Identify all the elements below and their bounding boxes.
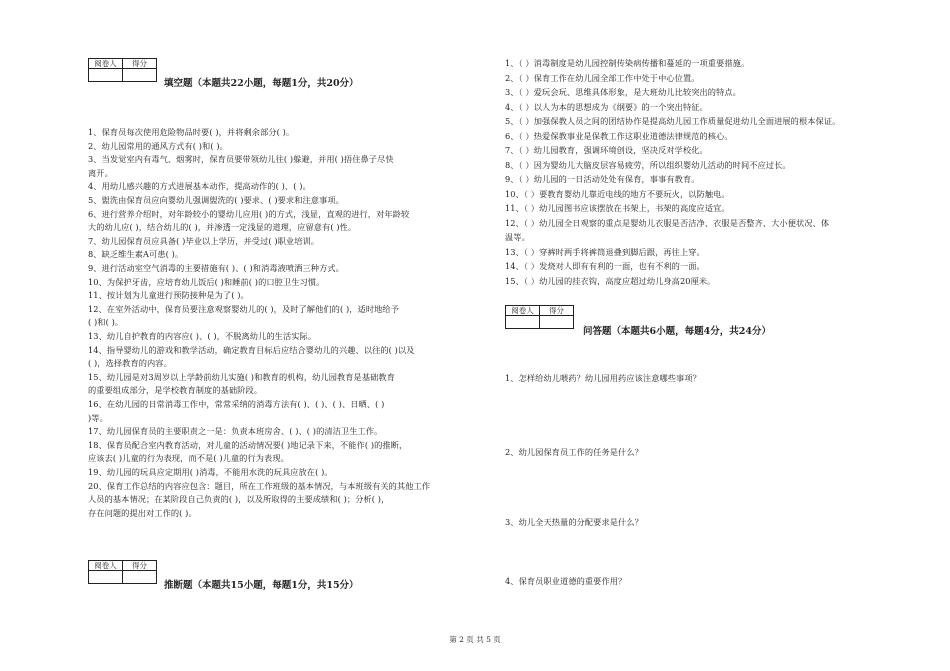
question-line: 6、进行营养介绍时，对年龄较小的婴幼儿应用( )的方式，浅显，直观的进行，对年龄较 [88, 209, 410, 219]
question-line: 2、幼儿园常用的通风方式有( )和( )。 [88, 141, 228, 151]
question-line: 5、（ ）加强保教人员之间的团结协作是提高幼儿园工作质量促进幼儿全面进展的根本保证。 [505, 116, 841, 126]
question-line: ( )，选择教育的内容。 [88, 358, 172, 368]
qa-section-title: 问答题（本题共6小题，每题4分，共24分） [583, 326, 771, 337]
question-line: 5、盥洗由保育员应向婴幼儿强调盥洗的( )要求、( )要求和注意事项。 [88, 195, 344, 205]
score-box-score-label: 得分 [540, 306, 574, 316]
question-line: 4、用幼儿感兴趣的方式进展基本动作，提高动作的( )、( )。 [88, 181, 311, 191]
question-line: 13、幼儿自护教育的内容应( )、( )，不脱离幼儿的生活实际。 [88, 331, 317, 341]
question-line: 大的幼儿应( )，结合幼儿的( )，并渗透一定浅显的道理，应留意有( )性。 [88, 222, 357, 232]
question-line: )等。 [88, 413, 108, 423]
question-line: 19、幼儿园的玩具应定期用( )消毒，不能用水洗的玩具应放在( )。 [88, 467, 333, 477]
question-line: 离开。 [88, 168, 113, 178]
question-line: 1、（ ）消毒制度是幼儿园控制传染病传播和蔓延的一项重要措施。 [505, 58, 750, 68]
question-line: 10、（ ）要教育婴幼儿靠近电线的地方不要玩火，以防触电。 [505, 189, 730, 199]
fill-section-title: 填空题（本题共22小题，每题1分，共20分） [164, 78, 359, 89]
question-line: 存在问题的提出对工作的( )。 [88, 508, 197, 518]
question-line: 15、幼儿园是对3周岁以上学龄前幼儿实施( )和教育的机构，幼儿园教育是基础教育 [88, 372, 395, 382]
score-box-judge [88, 560, 157, 584]
question-line: 11、（ ）幼儿园图书应该摆放在书架上，书架的高度应适宜。 [505, 203, 730, 213]
question-line: 1、保育员每次使用危险物品时要( )，并将剩余部分( )。 [88, 127, 295, 137]
question-line: 12、在室外活动中，保育员要注意观察婴幼儿的( )，及时了解他们的( )，适时地给予 [88, 304, 399, 314]
question-line: ( )和( )。 [88, 317, 124, 327]
question-line: 13、（ ）穿裤时两手将裤筒退叠到脚后跟，再往上穿。 [505, 247, 705, 257]
question-line: 9、（ ）幼儿园的一日活动处处有保育，事事有教育。 [505, 174, 700, 184]
question-line: 3、当发觉室内有毒气、烟雾时，保育员要带领幼儿往( )躲避，并用( )捂住鼻子尽快 [88, 154, 394, 164]
question-line: 14、（ ）发烧对人即有有利的一面，也有不利的一面。 [505, 261, 705, 271]
question-line: 4、保育员职业道德的重要作用？ [505, 576, 627, 586]
question-line: 9、进行活动室空气消毒的主要措施有( )、( )和消毒液喷洒三种方式。 [88, 263, 344, 273]
question-line: 16、在幼儿园的日常消毒工作中，常常采纳的消毒方法有( )、( )、( )、日晒、( ) [88, 399, 385, 409]
score-box-qa [505, 305, 574, 329]
question-line: 温等。 [505, 232, 530, 242]
question-line: 人员的基本情况；在某阶段自己负责的( )，以及所取得的主要成绩和( )；分析( )， [88, 494, 390, 504]
score-box-score-label: 得分 [123, 561, 157, 571]
score-box-grader-label: 阅卷人 [89, 561, 123, 571]
score-box-grader-label: 阅卷人 [89, 59, 123, 69]
question-line: 3、（ ）爱玩会玩、思维具体形象，是大班幼儿比较突出的特点。 [505, 87, 741, 97]
question-line: 应该去( )儿童的行为表现，而不是( )儿童的行为表现。 [88, 453, 289, 463]
question-line: 6、（ ）热爱保教事业是保教工作这职业道德法律规范的核心。 [505, 131, 733, 141]
score-box-grader-label: 阅卷人 [506, 306, 540, 316]
question-line: 8、（ ）因为婴幼儿大脑皮层容易疲劳，所以组织婴幼儿活动的时间不应过长。 [505, 160, 791, 170]
question-line: 14、指导婴幼儿的游戏和教学活动，确定教育目标后应结合婴幼儿的兴趣、以往的( )以及 [88, 345, 415, 355]
judge-section-title: 推断题（本题共15小题，每题1分，共15分） [164, 580, 359, 591]
question-line: 的重要组成部分，是学校教育制度的基础阶段。 [88, 385, 263, 395]
question-line: 2、幼儿园保育员工作的任务是什么？ [505, 447, 643, 457]
question-line: 10、为保护牙齿，应培育幼儿饭后( )和睡前( )的口腔卫生习惯。 [88, 277, 325, 287]
question-line: 7、幼儿园保育员应具备( )毕业以上学历，并受过( )职业培训。 [88, 236, 320, 246]
question-line: 17、幼儿园保育员的主要职责之一是：负责本班房舍、( )、( )的清洁卫生工作。 [88, 426, 383, 436]
question-line: 20、保育工作总结的内容应包含：题目，所在工作班级的基本情况，与本班级有关的其他工作 [88, 481, 431, 491]
question-line: 3、幼儿全天热量的分配要求是什么？ [505, 517, 643, 527]
score-box-score-label: 得分 [123, 59, 157, 69]
question-line: 2、（ ）保育工作在幼儿园全部工作中处于中心位置。 [505, 73, 700, 83]
question-line: 4、（ ）以人为本的思想成为《纲要》的一个突出特征。 [505, 102, 708, 112]
question-line: 1、怎样给幼儿喂药？幼儿园用药应该注意哪些事项？ [505, 373, 701, 383]
question-line: 18、保育员配合室内教育活动，对儿童的活动情况要( )地记录下来，不能作( )的推断， [88, 440, 408, 450]
score-box-fill [88, 58, 157, 82]
question-line: 11、按计划为儿童进行预防接种是为了( )。 [88, 290, 249, 300]
page-footer: 第 2 页 共 5 页 [449, 635, 501, 644]
question-line: 7、（ ）幼儿园教育，强调环境创设，坚决反对学校化。 [505, 145, 708, 155]
question-line: 8、缺乏维生素A可患( )。 [88, 249, 184, 259]
question-line: 12、（ ）幼儿园全日观察的重点是婴幼儿衣服是否洁净、衣服是否整齐、大小便状况、体 [505, 218, 830, 228]
question-line: 15、（ ）幼儿园的挂衣钩，高度应超过幼儿身高20厘米。 [505, 276, 716, 286]
